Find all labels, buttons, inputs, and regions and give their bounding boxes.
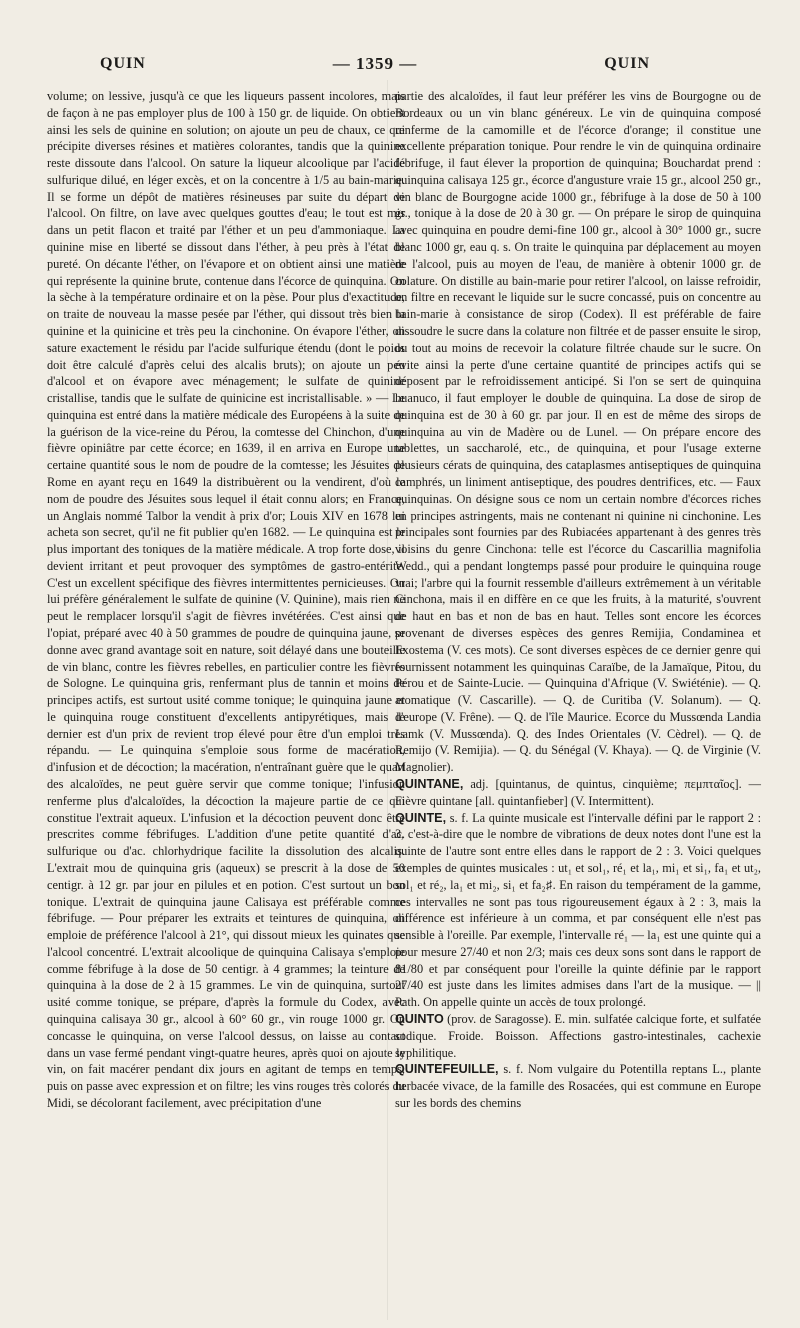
running-header — [100, 50, 650, 78]
entry-quintefeuille — [395, 1061, 761, 1111]
entry-headword-quinte: QUINTE, — [395, 810, 447, 825]
entry-text-quintefeuille: s. f. Nom vulgaire du Potentilla reptans L., plante herbacée vivace, de la famille des Rosacées, qui est commune en Europe sur les bords des chemins — [395, 1062, 761, 1110]
page-number: — 1359 — — [332, 54, 418, 73]
header-right-word: QUIN — [604, 55, 650, 72]
right-column — [395, 88, 761, 1112]
entry-headword-quintefeuille: QUINTEFEUILLE, — [395, 1062, 499, 1077]
entry-quinto — [395, 1011, 761, 1061]
entry-text-quintane: adj. [quintanus, de quintus, cinquième; πεμπταῖος]. — Fièvre quintane [all. quintanfieber] (V. Intermittent). — [395, 777, 761, 808]
left-column — [47, 88, 405, 1112]
entry-headword-quintane: QUINTANE, — [395, 777, 464, 792]
entry-headword-quinto: QUINTO — [395, 1011, 444, 1026]
entry-quintane — [395, 776, 761, 810]
entry-quinte — [395, 810, 761, 1011]
quinquina-continuation: partie des alcaloïdes, il faut leur préférer les vins de Bourgogne ou de Bordeaux ou un vin blanc généreux. Le vin de quinquina composé renferme de la camomille et de l'écorce d'orange; il constitue une excellente préparation tonique. Pour rendre le vin de quinquina ordinaire fébrifuge, il faut élever la proportion de quinquina; Bouchardat prend : quinquina calisaya 125 gr., écorce d'angusture vraie 15 gr., alcool 250 gr., vin blanc de Bourgogne acide 1000 gr., fébrifuge à la dose de 50 à 100 gr., tonique à la dose de 20 à 30 gr. — On prépare le sirop de quinquina avec quinquina en poudre demi-fine 100 gr., alcool à 30° 1000 gr., sucre blanc 1000 gr, eau q. s. On traite le quinquina par déplacement au moyen de l'alcool, puis au moyen de l'eau, de manière à obtenir 1000 gr. de colature. On distille au bain-marie pour retirer l'alcool, on laisse refroidir, on filtre en recevant le liquide sur le sucre concassé, puis on concentre au bain-marie à consistance de sirop (Codex). Il est préférable de faire dissoudre le sucre dans la colature non filtrée et de passer ensuite le sirop, ou tout au moins de recevoir la colature filtrée chaude sur le sucre. On évite ainsi la perte d'une certaine quantité de principes actifs qui se déposent par le refroidissement anticipé. Si l'on se sert de quinquina huanuco, il faut employer le double de quinquina. La dose de sirop de quinquina est de 30 à 60 gr. par jour. Il en est de même des sirops de quinquina au vin de Madère ou de Lunel. — On prépare encore des tablettes, un saccharolé, etc., de quinquina, et pour l'usage externe plusieurs cérats de quinquina, des cataplasmes antiseptiques de quinquina camphrés, un liniment antiseptique, des poudres dentrifices, etc. — Faux quinquinas. On désigne sous ce nom un certain nombre d'écorces riches en principes astringents, mais ne contenant ni quinine ni cinchonine. Les principales sont fournies par des Rubiacées appartenant à des genres très voisins du genre Cinchona: telle est l'écorce du Cascarillia magnifolia Wedd., qui a pendant longtemps passé pour produire le quinquina rouge vrai; l'arbre qui la fournit ressemble d'ailleurs extrêmement à un véritable Cinchona, mais il en diffère en ce que les fruits, à la maturité, s'ouvrent de haut en bas et non de bas en haut. Telles sont encore les écorces provenant de diverses espèces des genres Remijia, Condaminea et Exostema (V. ces mots). Ce sont diverses espèces de ce dernier genre qui fournissent notamment les quinquinas Caraïbe, de la Jamaïque, Pitou, du Pérou et de Sainte-Lucie. — Quinquina d'Afrique (V. Swiéténie). — Q. aromatique (V. Cascarille). — Q. de Curitiba (V. Solanum). — Q. d'europe (V. Frêne). — Q. de l'île Maurice. Ecorce du Mussœnda Landia Lamk (V. Mussœnda). Q. des Indes Orientales (V. Cèdrel). — Q. de Remijo (V. Remijia). — Q. du Sénégal (V. Khaya). — Q. de Virginie (V. Magnolier). — [395, 89, 761, 775]
left-column-text: volume; on lessive, jusqu'à ce que les liqueurs passent incolores, mais de façon à ne pas employer plus de 100 à 150 gr. de liquide. On obtient ainsi les sels de quinine en solution; on ajoute un peu de chaux, ce qui précipite diverses résines et matières colorantes, tandis que la quinine reste dissoute dans l'alcool. On sature la liqueur alcoolique par l'acide sulfurique dilué, en léger excès, et on la concentre à 1/5 au bain-marie. Il se forme un dépôt de matières résineuses par suite du départ de l'alcool. On filtre, on lave avec quelques gouttes d'eau; le tout est mis dans un petit flacon et traité par l'éther et un peu d'ammoniaque. La quinine mise en liberté se dissout dans l'éther, à peu près à l'état de pureté. On décante l'éther, on l'évapore et on obtient ainsi une matière qui représente la quinine brute, contenue dans l'écorce de quinquina. On la sèche à la température ordinaire et on la pèse. Pour plus d'exactitude, on traite de nouveau la masse pesée par l'éther, qui dissout très bien la quinine et la quinicine et très peu la cinchonine. On évapore l'éther, on sature exactement le résidu par l'acide sulfurique étendu (dont le poids doit être calculé d'après celui des alcalis bruts); on ajoute un peu d'alcool et on évapore avec ménagement; le sulfate de quinine cristallise, tandis que le sulfate de quinicine est incristallisable. » — Le quinquina est entré dans la matière médicale des Européens à la suite de la guérison de la vice-reine du Pérou, la comtesse del Chinchon, d'une fièvre opiniâtre par cette écorce; en 1639, il en arriva en Europe une certaine quantité sous le nom de poudre de la comtesse; les Jésuites de Rome en ayant reçu en 1649 la distribuèrent ou la vendirent, d'où le nom de poudre des Jésuites sous lequel il était connu alors; en France, un Anglais nommé Talbor la vendit à prix d'or; Louis XIV en 1678 lui acheta son secret, qu'il ne fit publier qu'en 1682. — Le quinquina est le plus important des toniques de la matière médicale. A trop forte dose, il devient irritant et peut provoquer des symptômes de gastro-entérite. C'est un excellent spécifique des fièvres intermittentes pernicieuses. On lui préfère généralement le sulfate de quinine (V. Quinine), mais rien ne peut le remplacer lorsqu'il s'agit de fièvres invétérées. C'est ainsi que l'opiat, préparé avec 40 à 50 grammes de poudre de quinquina jaune, se donne avec grand avantage soit en nature, soit délayé dans une bouteille de vin blanc, contre les fièvres rebelles, en particulier contre les fièvres de Sologne. Le quinquina gris, renfermant plus de tannin et moins de principes actifs, est surtout usité comme tonique; le quinquina jaune et le quinquina rouge constituent d'excellents antipyrétiques, mais le dernier est d'un prix de revient trop élevé pour être d'un emploi très répandu. — Le quinquina s'emploie sous forme de macération, d'infusion et de décoction; la macération, n'entraînant guère que le quart des alcaloïdes, ne peut guère servir que comme tonique; l'infusion renferme plus d'alcaloïdes, la décoction la majeure partie de ce qui constitue l'extrait aqueux. L'infusion et la décoction peuvent donc être prescrites comme fébrifuges. L'addition d'une petite quantité d'ac. sulfurique ou d'ac. chlorhydrique facilite la dissolution des alcalis. L'extrait mou de quinquina gris (aqueux) se prescrit à la dose de 50 centigr. à 12 gr. par jour en pilules et en potion. C'est surtout un bon tonique. L'extrait de quinquina jaune Calisaya est préférable comme fébrifuge. — Pour préparer les extraits et teintures de quinquina, on emploie de préférence l'alcool à 21°, qui dissout mieux les quinates que l'alcool concentré. L'extrait alcoolique de quinquina Calisaya s'emploie comme fébrifuge à la dose de 50 centigr. à 4 grammes; la teinture de quinquina à la dose de 2 à 15 grammes. Le vin de quinquina, surtout usité comme tonique, se prépare, d'après la formule du Codex, avec quinquina calisaya 30 gr., alcool à 60° 60 gr., vin rouge 1000 gr. On concasse le quinquina, on verse l'alcool dessus, on laisse au contact dans un vase fermé pendant vingt-quatre heures, après quoi on ajoute le vin, on fait macérer pendant dix jours en agitant de temps en temps, puis on passe avec expression et on filtre; les vins rouges très colorés du Midi, se décolorant facilement, avec précipitation d'une — [47, 89, 405, 1110]
entry-text-quinto: (prov. de Saragosse). E. min. sulfatée calcique forte, et sulfatée sodique. Froide. Boisson. Affections gastro-intestinales, cachexie syphilitique. — [395, 1011, 761, 1060]
header-left-word: QUIN — [100, 55, 146, 72]
entry-text-quinte: s. f. La quinte musicale est l'intervalle défini par le rapport 2 : 3, c'est-à-dire que le nombre de vibrations de deux notes dont l'une est la quinte de l'autre sont entre elles dans le rapport de 2 : 3. Voici quelques exemples de quintes musicales : ut₁ et sol₁, ré₁ et la₁, mi₁ et si₁, fa₁ et ut₂, sol₁ et ré₂, la₁ et mi₂, si₁ et fa₂♯. En raison du tempérament de la gamme, ces intervalles ne sont pas tous rigoureusement égaux à 2 : 3, mais la différence est inférieure à un comma, et par conséquent elle n'est pas sensible à l'oreille. Par exemple, l'intervalle ré₁ — la₁ est une quinte qui a pour mesure 27/40 et non 2/3; mais ces deux sons sont dans le rapport de 81/80 et par conséquent pour l'oreille la quinte définie par le rapport 27/40 est juste dans les limites admises dans l'art de la musique. — || Path. On appelle quinte un accès de toux prolongé. — [395, 810, 761, 1010]
